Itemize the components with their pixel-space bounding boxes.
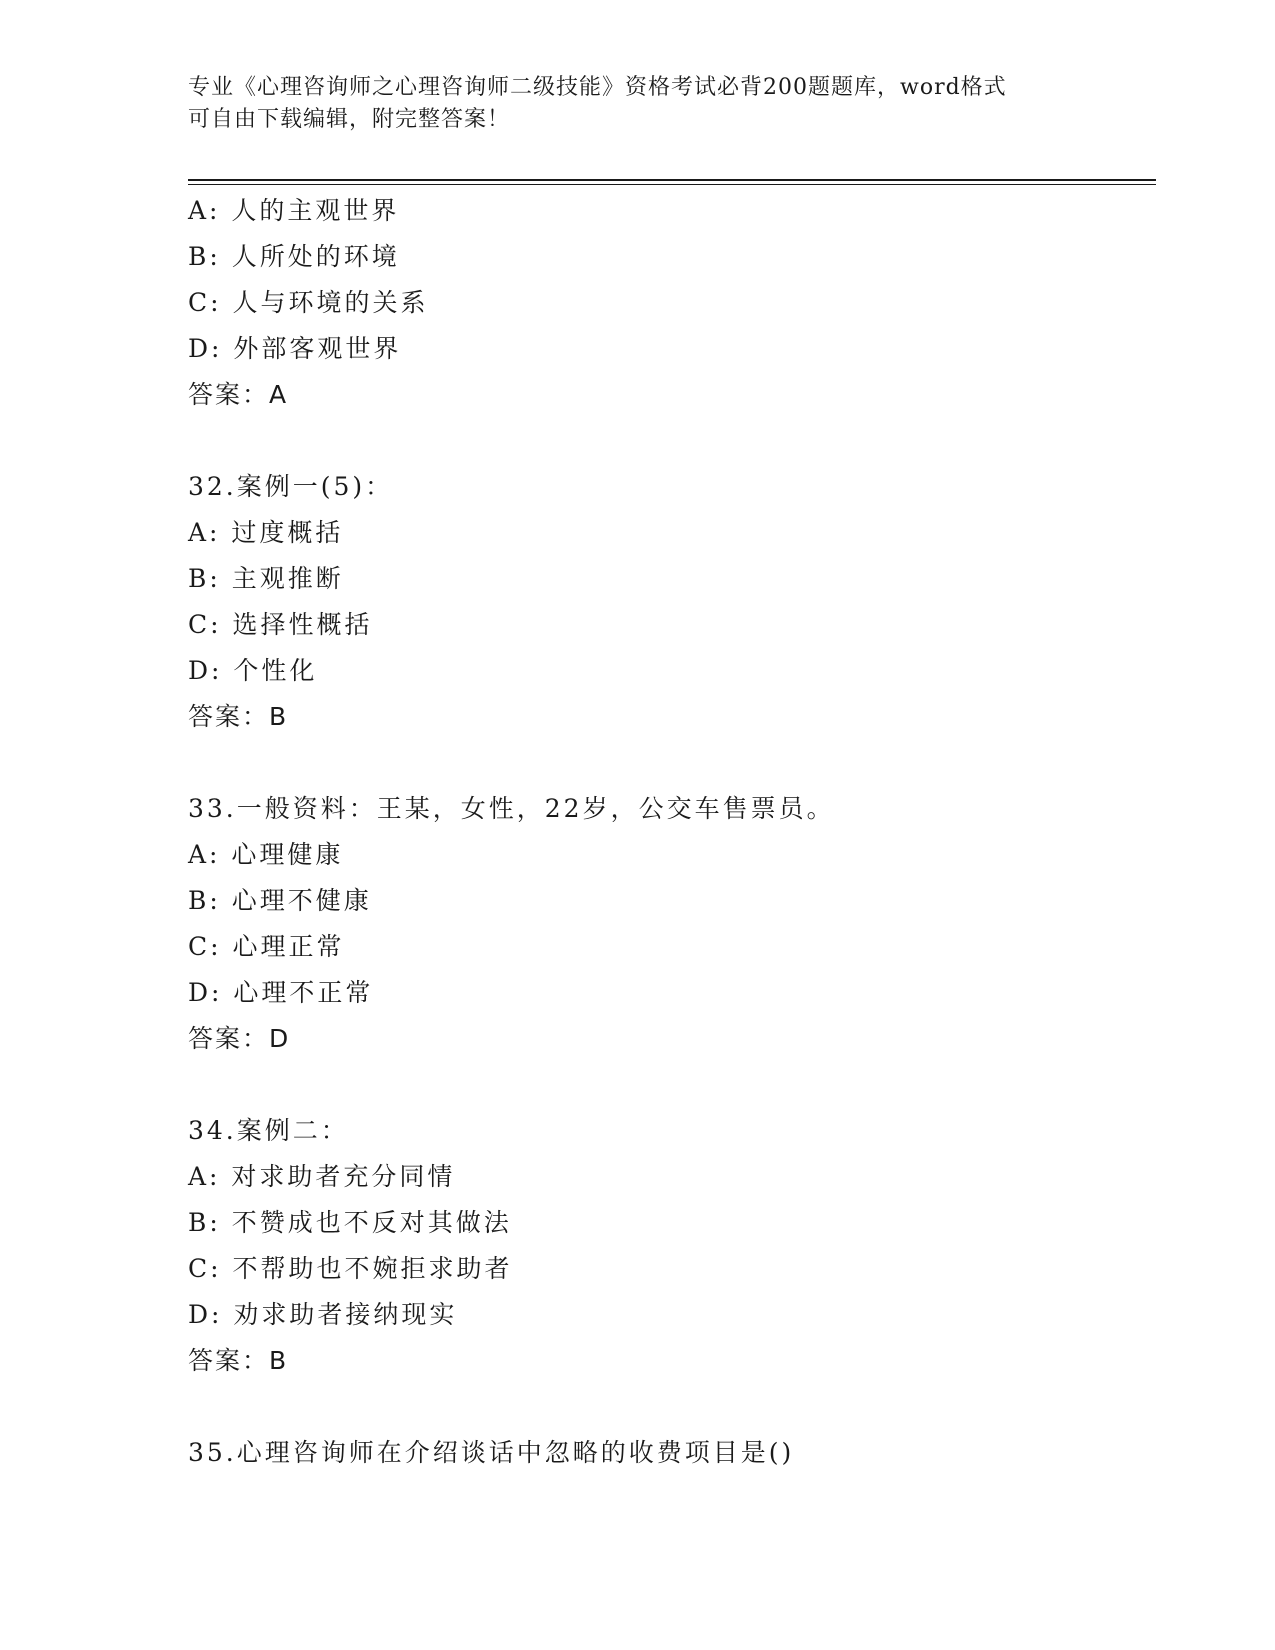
question-block [188,464,1148,740]
option-c: C: 心理正常 [188,932,345,961]
spacer [188,418,1148,464]
question-title: 32.案例一(5)： [188,472,394,501]
answer: 答案：A [188,380,289,409]
option-d: D: 个性化 [188,656,318,685]
question-block [188,786,1148,1062]
option-b: B: 主观推断 [188,564,344,593]
option-d: D: 外部客观世界 [188,334,402,363]
header-line-1: 专业《心理咨询师之心理咨询师二级技能》资格考试必背200题题库，word格式 [188,75,1007,100]
spacer [188,1062,1148,1108]
option-a: A: 过度概括 [188,518,344,547]
option-d: D: 心理不正常 [188,978,374,1007]
option-b: B: 不赞成也不反对其做法 [188,1208,512,1237]
header-line-2: 可自由下载编辑，附完整答案！ [188,107,511,132]
answer: 答案：B [188,702,289,731]
question-block [188,1108,1148,1384]
question-title: 33.一般资料：王某，女性，22岁，公交车售票员。 [188,794,835,823]
option-c: C: 选择性概括 [188,610,373,639]
question-title: 35.心理咨询师在介绍谈话中忽略的收费项目是() [188,1438,795,1467]
question-list [188,188,1148,1476]
option-b: B: 心理不健康 [188,886,372,915]
answer: 答案：B [188,1346,289,1375]
option-a: A: 对求助者充分同情 [188,1162,456,1191]
spacer [188,740,1148,786]
answer: 答案：D [188,1024,291,1053]
option-b: B: 人所处的环境 [188,242,400,271]
option-d: D: 劝求助者接纳现实 [188,1300,458,1329]
spacer [188,1384,1148,1430]
question-block [188,1430,1148,1476]
question-block [188,188,1148,418]
header-divider-top [188,179,1156,181]
option-a: A: 人的主观世界 [188,196,400,225]
document-header [188,72,1088,136]
question-title: 34.案例二： [188,1116,349,1145]
option-c: C: 不帮助也不婉拒求助者 [188,1254,513,1283]
header-divider-bottom [188,184,1156,185]
option-a: A: 心理健康 [188,840,344,869]
option-c: C: 人与环境的关系 [188,288,429,317]
